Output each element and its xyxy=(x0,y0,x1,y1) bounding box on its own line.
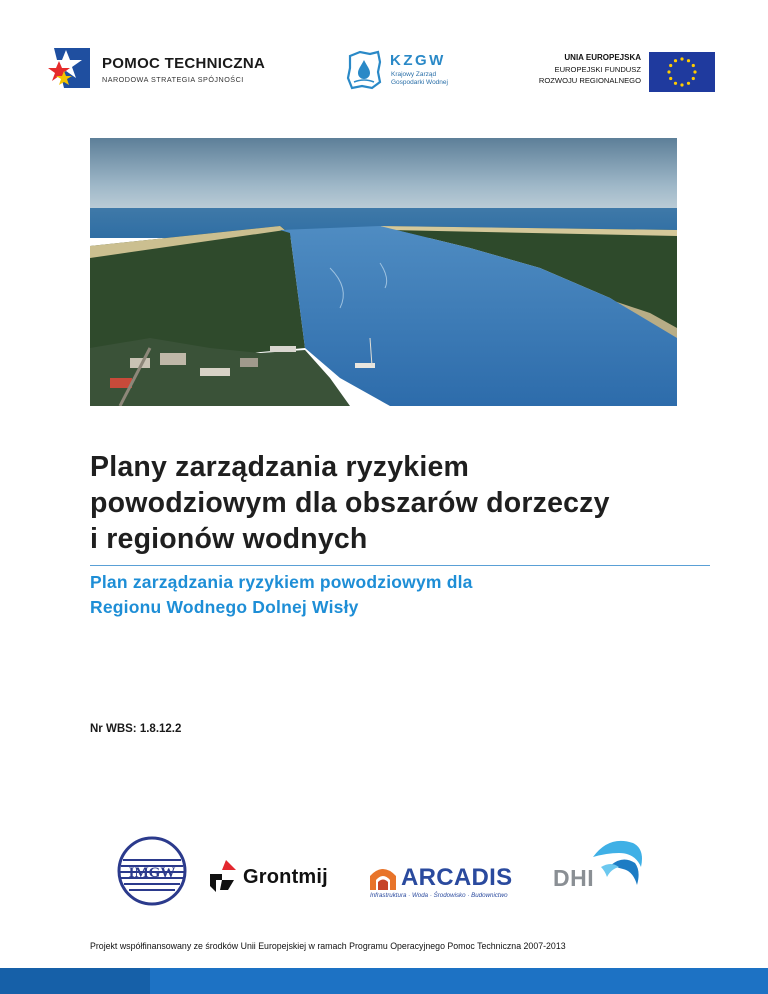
imgw-text: IMGW xyxy=(128,865,176,881)
pomoc-techniczna-subtitle: NARODOWA STRATEGIA SPÓJNOŚCI xyxy=(102,75,244,84)
document-title-line2: powodziowym dla obszarów dorzeczy xyxy=(90,487,610,519)
kzgw-name: KZGW xyxy=(390,52,446,69)
arcadis-tagline: Infrastruktura · Woda · Środowisko · Budownictwo xyxy=(370,892,508,899)
eu-label-line1: UNIA EUROPEJSKA xyxy=(564,53,641,62)
eu-label-line3: ROZWOJU REGIONALNEGO xyxy=(538,76,641,85)
arcadis-bridge-icon xyxy=(368,862,398,890)
grontmij-mark-icon xyxy=(208,860,238,894)
arcadis-text: ARCADIS xyxy=(401,864,513,891)
title-divider xyxy=(90,565,710,566)
pomoc-techniczna-title: POMOC TECHNICZNA xyxy=(102,55,266,72)
eu-label-line2: EUROPEJSKI FUNDUSZ xyxy=(554,65,641,74)
document-subtitle xyxy=(90,570,710,620)
cover-photo-river-mouth xyxy=(90,138,677,406)
dhi-wave-icon xyxy=(589,837,645,889)
document-title-line3: i regionów wodnych xyxy=(90,523,368,555)
grontmij-logo xyxy=(208,858,348,898)
pomoc-techniczna-emblem-icon xyxy=(46,42,96,94)
arcadis-logo xyxy=(368,862,538,904)
kzgw-logo xyxy=(344,48,474,98)
kzgw-subtitle-line1: Krajowy Zarząd xyxy=(391,71,437,78)
dhi-logo xyxy=(553,837,645,889)
document-subtitle-line2: Regionu Wodnego Dolnej Wisły xyxy=(90,597,359,617)
eu-flag-icon xyxy=(649,52,715,92)
eu-logo xyxy=(520,52,715,92)
cofinancing-note: Projekt współfinansowany ze środków Unii Europejskiej w ramach Programu Operacyjnego Pomoc Techniczna 2007-2013 xyxy=(90,941,566,951)
document-title-line1: Plany zarządzania ryzykiem xyxy=(90,451,470,483)
wbs-number: Nr WBS: 1.8.12.2 xyxy=(90,723,182,735)
grontmij-text: Grontmij xyxy=(243,866,328,888)
document-subtitle-line1: Plan zarządzania ryzykiem powodziowym dla xyxy=(90,572,473,592)
kzgw-map-icon xyxy=(344,48,384,92)
kzgw-subtitle-line2: Gospodarki Wodnej xyxy=(391,79,448,86)
pomoc-techniczna-logo xyxy=(46,42,286,96)
document-title xyxy=(90,449,730,557)
bottom-color-bar-accent xyxy=(0,968,150,994)
imgw-logo xyxy=(117,836,187,906)
dhi-text: DHI xyxy=(553,865,595,891)
